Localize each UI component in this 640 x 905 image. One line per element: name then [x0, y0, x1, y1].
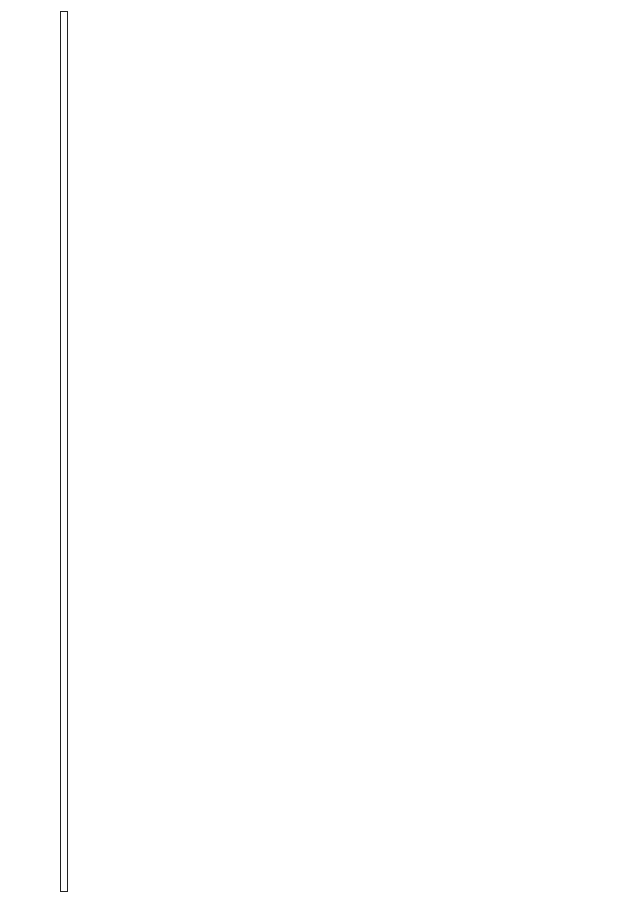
rotated-table-page — [60, 12, 580, 892]
section-heading-row — [61, 12, 68, 892]
requirements-table — [60, 11, 68, 892]
section-title — [61, 12, 68, 892]
